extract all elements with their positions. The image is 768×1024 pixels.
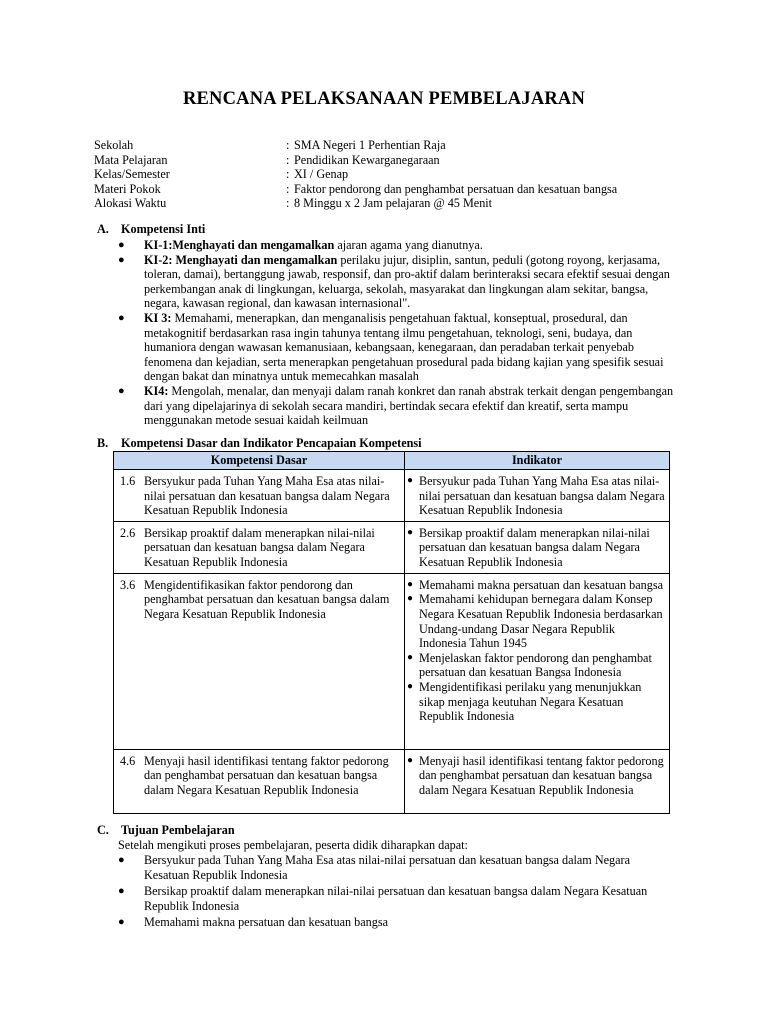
info-colon: :	[286, 167, 290, 182]
ki-text: perilaku jujur, disiplin, santun, peduli (gotong royong, kerjasama, toleran, damai), bertanggung jawab, responsif, dan pro-aktif dalam berinteraksi secara efektif sesuai dengan perkembangan anak di lingkungan, keluarga, sekolah, masyarakat dan lingkungan alam sekitar, bangsa, negara, kawasan regional, dan kawasan internasional".	[144, 252, 670, 311]
section-title: Tujuan Pembelajaran	[121, 823, 235, 837]
bullet-icon: ●	[407, 651, 414, 663]
section-letter: A.	[97, 222, 109, 236]
indicator-item	[407, 753, 665, 798]
kompetensi-inti-list	[118, 238, 678, 428]
indicator-item	[407, 650, 665, 680]
list-item	[118, 311, 678, 384]
kd-number: 2.6	[120, 525, 136, 540]
indicator-item	[407, 474, 665, 518]
table-row	[114, 749, 670, 813]
bullet-icon: ●	[407, 680, 414, 692]
ki-label: KI-1:Menghayati dan mengamalkan	[144, 238, 335, 252]
kd-text: Mengidentifikasikan faktor pendorong dan penghambat persatuan dan kesatuan bangsa dalam Negara Kesatuan Republik Indonesia	[144, 577, 390, 621]
info-colon: :	[286, 181, 290, 196]
indicator-cell	[405, 521, 670, 573]
indicator-text: Menjelaskan faktor pendorong dan penghambat persatuan dan kesatuan Bangsa Indonesia	[419, 650, 652, 680]
bullet-icon: ●	[118, 239, 125, 251]
list-item	[118, 853, 658, 882]
list-item	[118, 253, 678, 311]
indicator-cell	[405, 749, 670, 813]
indicator-cell	[405, 573, 670, 749]
info-label: Mata Pelajaran	[94, 152, 168, 167]
info-value: Faktor pendorong dan penghambat persatuan dan kesatuan bangsa	[294, 181, 618, 196]
ki-label: KI4:	[144, 383, 169, 398]
bullet-icon: ●	[118, 253, 125, 266]
ki-text: Memahami, menerapkan, dan menganalisis pengetahuan faktual, konseptual, prosedural, dan metakognitif berdasarkan rasa ingin tahunya tentang ilmu pengetahuan, teknologi, seni, budaya, dan humaniora dengan wawasan kemanusiaan, kebangsaan, kenegaraan, dan peradaban terkait penyebab fenomena dan kejadian, serta menerapkan pengetahuan prosedural pada bidang kajian yang spesifik sesuai dengan bakat dan minatnya untuk memecahkan masalah	[144, 310, 664, 384]
kd-number: 4.6	[120, 753, 136, 768]
indicator-item	[407, 679, 665, 724]
section-letter: B.	[97, 436, 109, 450]
bullet-icon: ●	[407, 578, 414, 590]
info-label: Materi Pokok	[94, 181, 161, 196]
indicator-text: Bersyukur pada Tuhan Yang Maha Esa atas nilai-nilai persatuan dan kesatuan bangsa dalam Negara Kesatuan Republik Indonesia	[419, 474, 665, 518]
bullet-icon: ●	[407, 475, 414, 486]
info-colon: :	[286, 152, 290, 167]
info-colon: :	[286, 196, 290, 211]
bullet-icon: ●	[407, 593, 414, 605]
table-row	[114, 521, 670, 573]
info-value: SMA Negeri 1 Perhentian Raja	[294, 138, 446, 152]
ki-label: KI 3:	[144, 310, 172, 325]
indicator-item	[407, 592, 665, 651]
ki-text: Mengolah, menalar, dan menyaji dalam ranah konkret dan ranah abstrak terkait dengan pengembangan dari yang dipelajarinya di sekolah secara mandiri, bertindak secara efektif dan kreatif, serta mampu menggunakan metode sesuai kaidah keilmuan	[144, 383, 674, 428]
bullet-icon: ●	[118, 916, 125, 929]
tujuan-text: Bersikap proaktif dalam menerapkan nilai-nilai persatuan dan kesatuan bangsa dalam Negara Kesatuan Republik Indonesia	[144, 884, 648, 913]
kd-number: 3.6	[120, 577, 136, 592]
indicator-text: Memahami makna persatuan dan kesatuan bangsa	[419, 577, 663, 592]
ki-text: ajaran agama yang dianutnya.	[334, 238, 483, 252]
kd-text: Bersikap proaktif dalam menerapkan nilai-nilai persatuan dan kesatuan bangsa dalam Negara Kesatuan Republik Indonesia	[144, 525, 375, 569]
kd-text: Menyaji hasil identifikasi tentang faktor pedorong dan penghambat persatuan dan kesatuan bangsa dalam Negara Kesatuan Republik Indonesia	[144, 753, 389, 797]
kd-cell	[114, 470, 405, 522]
list-item	[118, 884, 658, 913]
indicator-text: Bersikap proaktif dalam menerapkan nilai-nilai persatuan dan kesatuan bangsa dalam Negara Kesatuan Republik Indonesia	[419, 525, 650, 569]
section-title: Kompetensi Dasar dan Indikator Pencapaian Kompetensi	[121, 436, 422, 450]
table-row	[114, 573, 670, 749]
section-letter: C.	[97, 823, 109, 837]
ki-label: KI-2: Menghayati dan mengamalkan	[144, 252, 338, 267]
info-value: XI / Genap	[294, 167, 349, 182]
kd-cell	[114, 573, 405, 749]
header-kompetensi-dasar: Kompetensi Dasar	[114, 452, 405, 470]
bullet-icon: ●	[118, 885, 125, 898]
info-label: Sekolah	[94, 138, 134, 152]
bullet-icon: ●	[118, 384, 125, 397]
info-colon: :	[286, 138, 290, 152]
list-item	[118, 238, 678, 253]
bullet-icon: ●	[407, 526, 414, 538]
kd-number: 1.6	[120, 474, 136, 488]
info-label: Alokasi Waktu	[94, 196, 167, 211]
info-value: 8 Minggu x 2 Jam pelajaran @ 45 Menit	[294, 196, 493, 211]
list-item	[118, 915, 658, 930]
kd-cell	[114, 521, 405, 573]
indicator-text: Memahami kehidupan bernegara dalam Konsep Negara Kesatuan Republik Indonesia berdasarkan Undang-undang Dasar Negara Republik Indonesia Tahun 1945	[419, 592, 663, 651]
bullet-icon: ●	[407, 754, 414, 766]
bullet-icon: ●	[118, 311, 125, 324]
kd-text: Bersyukur pada Tuhan Yang Maha Esa atas nilai-nilai persatuan dan kesatuan bangsa dalam Negara Kesatuan Republik Indonesia	[144, 474, 390, 518]
indicator-text: Mengidentifikasi perilaku yang menunjukkan sikap menjaga keutuhan Negara Kesatuan Republik Indonesia	[419, 679, 642, 724]
info-value: Pendidikan Kewarganegaraan	[294, 152, 440, 167]
list-item	[118, 384, 678, 428]
indicator-text: Menyaji hasil identifikasi tentang faktor pedorong dan penghambat persatuan dan kesatuan bangsa dalam Negara Kesatuan Republik Indonesia	[419, 753, 664, 797]
tujuan-text: Bersyukur pada Tuhan Yang Maha Esa atas nilai-nilai persatuan dan kesatuan bangsa dalam Negara Kesatuan Republik Indonesia	[144, 853, 631, 882]
tujuan-text: Memahami makna persatuan dan kesatuan bangsa	[144, 915, 388, 930]
section-title: Kompetensi Inti	[121, 222, 206, 236]
indicator-item	[407, 577, 665, 593]
kd-cell	[114, 749, 405, 813]
kompetensi-table	[113, 451, 670, 814]
indicator-item	[407, 525, 665, 570]
bullet-icon: ●	[118, 854, 125, 866]
header-indikator: Indikator	[405, 452, 670, 470]
page-title: RENCANA PELAKSANAAN PEMBELAJARAN	[182, 89, 586, 109]
table-row	[114, 470, 670, 522]
table-header-row	[114, 452, 670, 470]
tujuan-list	[118, 853, 658, 932]
indicator-cell	[405, 470, 670, 522]
tujuan-intro: Setelah mengikuti proses pembelajaran, peserta didik diharapkan dapat:	[118, 838, 468, 852]
info-label: Kelas/Semester	[94, 167, 170, 182]
